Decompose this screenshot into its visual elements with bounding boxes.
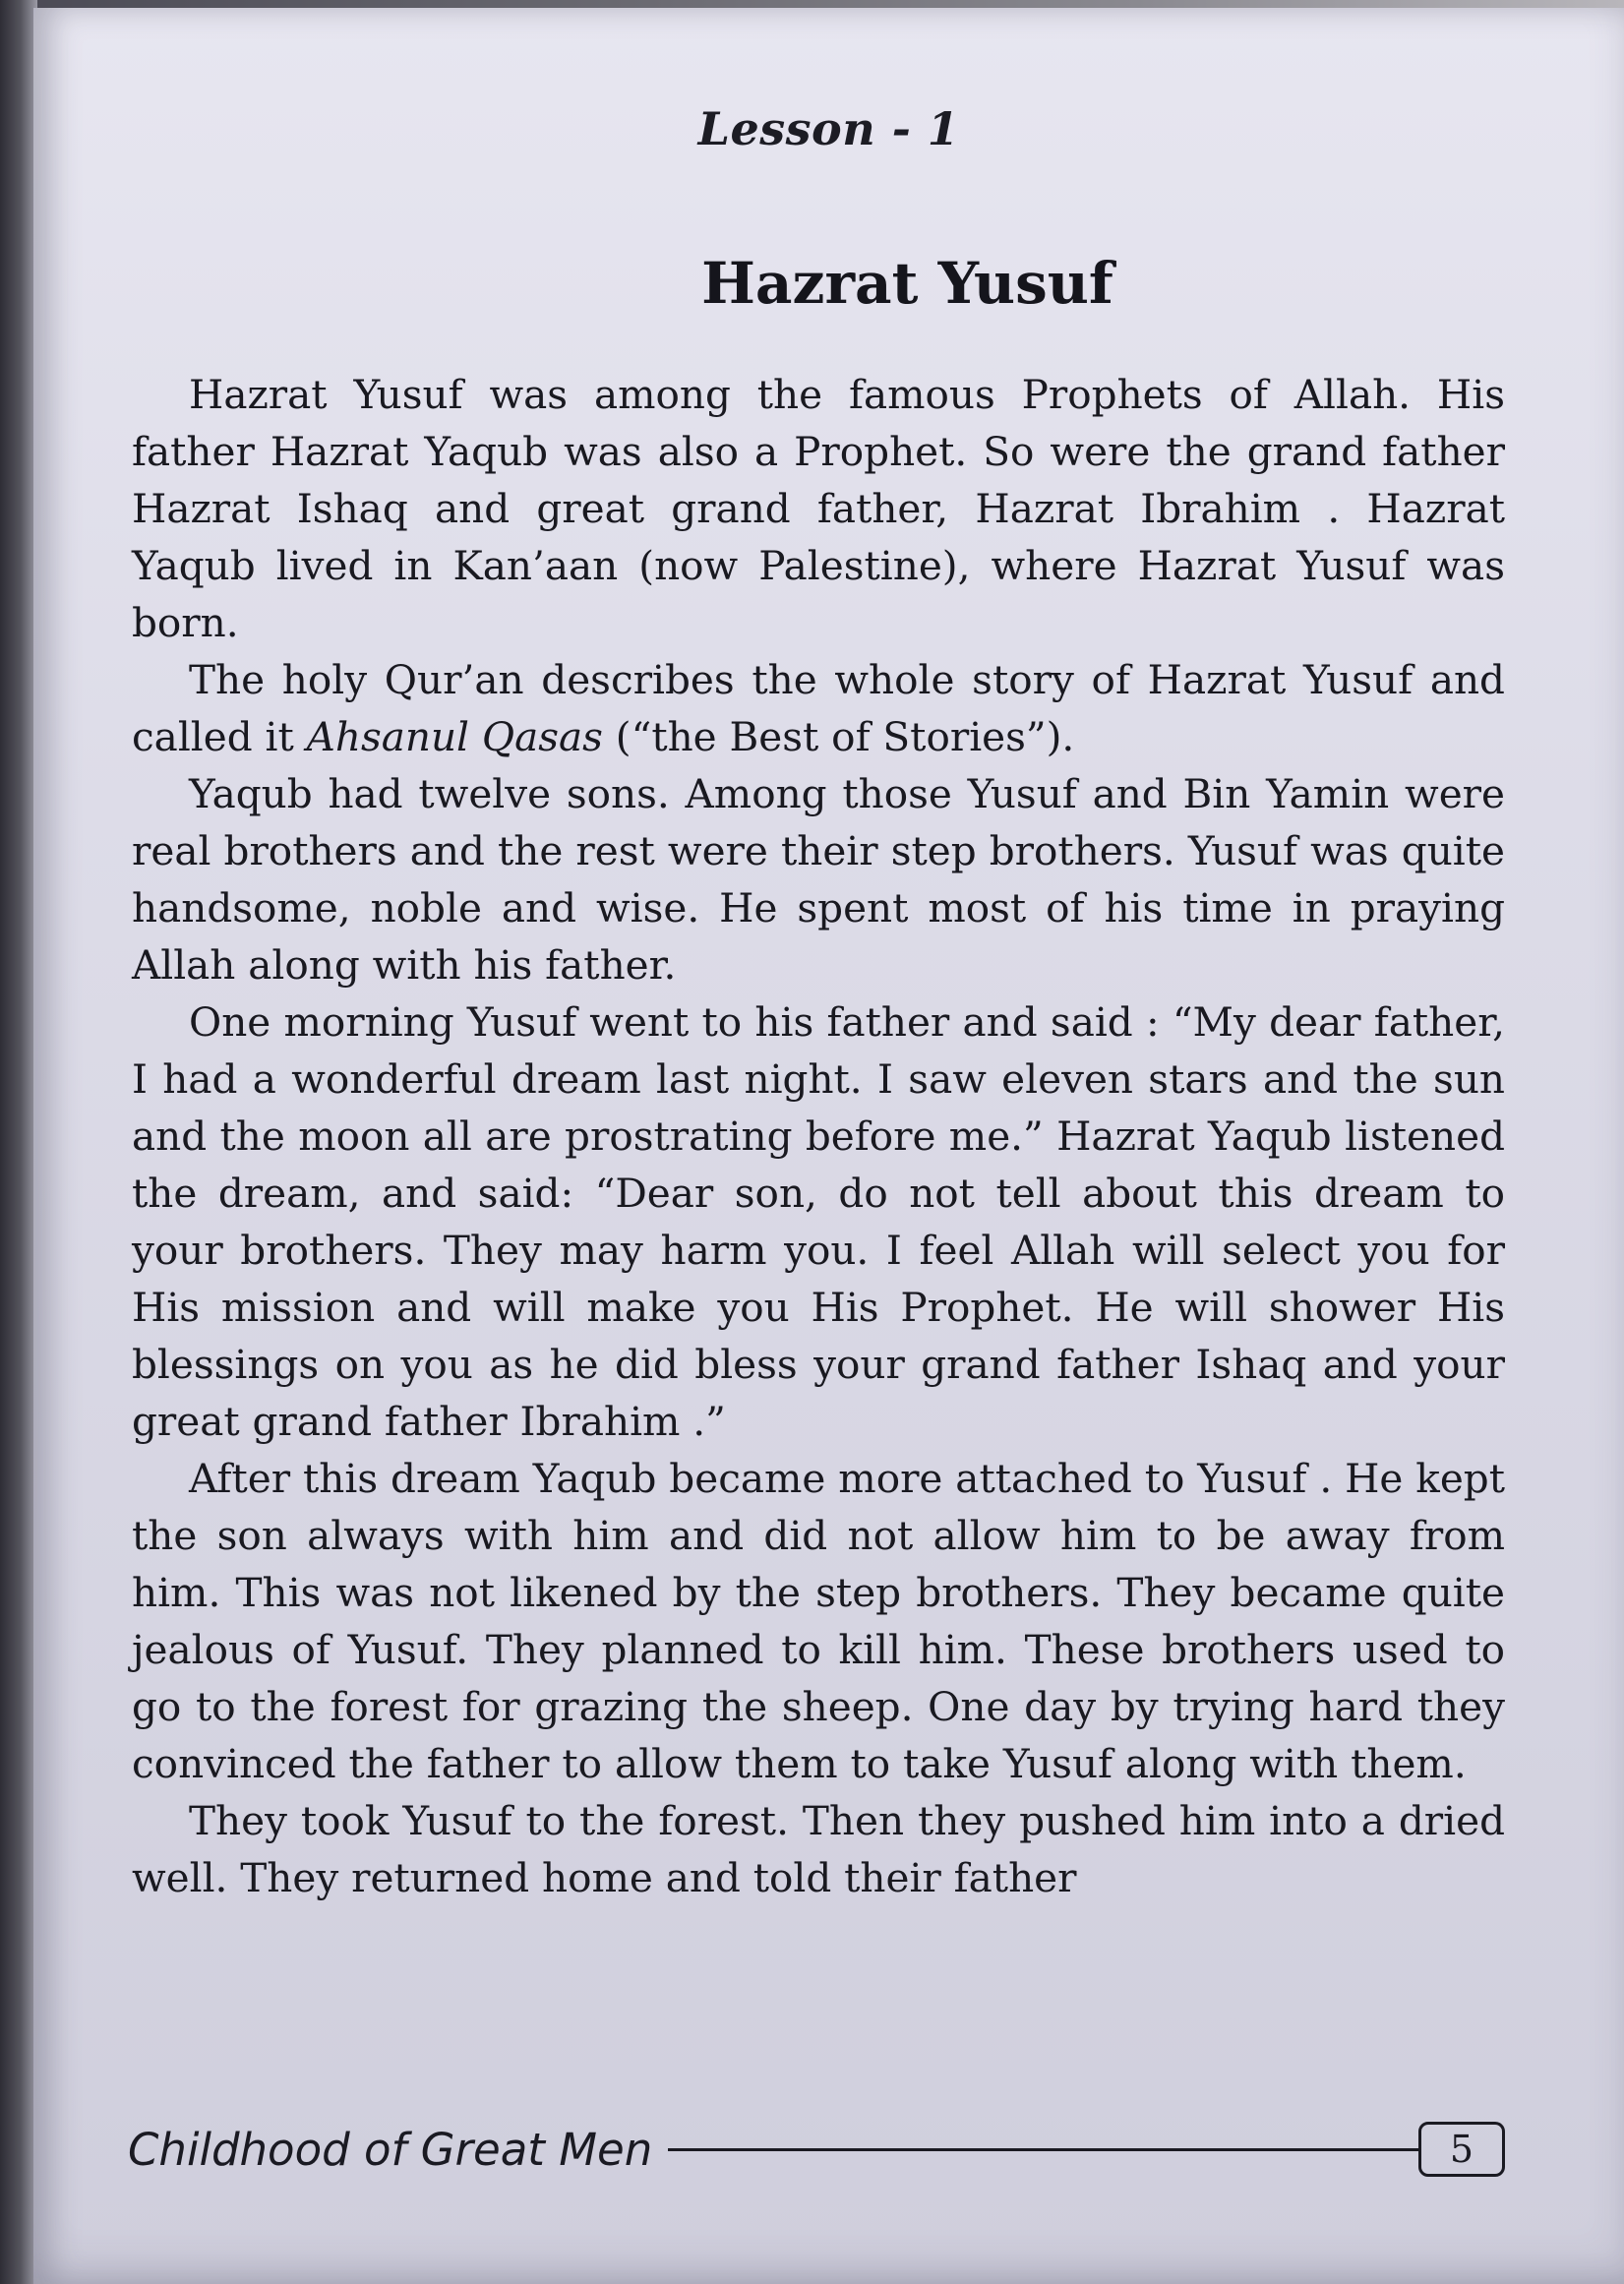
lesson-heading: Lesson - 1	[697, 102, 960, 155]
footer-divider	[668, 2148, 1418, 2151]
paragraph-3: Yaqub had twelve sons. Among those Yusuf and Bin Yamin were real brothers and the rest were their step brothers. Yusuf was quite handsome, noble and wise. He spent most of his time in praying Allah along with his father.	[132, 770, 1505, 989]
chapter-title: Hazrat Yusuf	[701, 250, 1113, 317]
book-title-italic: Ahsanul Qasas	[306, 713, 603, 760]
page-number: 5	[1418, 2122, 1505, 2177]
paragraph-2	[132, 651, 1505, 765]
paragraph-1: Hazrat Yusuf was among the famous Prophets of Allah. His father Hazrat Yaqub was also a Prophet. So were the grand father Hazrat Ishaq and great grand father, Hazrat Ibrahim . Hazrat Yaqub lived in Kan’aan (now Palestine), where Hazrat Yusuf was born.	[132, 371, 1505, 646]
paragraph-2-text-end: (“the Best of Stories”).	[602, 713, 1075, 760]
paragraph-2-text: The holy Qur’an describes the whole story of Hazrat Yusuf and called it	[132, 656, 1505, 760]
paragraph-6: They took Yusuf to the forest. Then they pushed him into a dried well. They returned home and told their father	[132, 1797, 1505, 1901]
book-page	[33, 8, 1624, 2284]
paragraph-5: After this dream Yaqub became more attached to Yusuf . He kept the son always with him and did not allow him to be away from him. This was not likened by the step brothers. They became quite jealous of Yusuf. They planned to kill him. These brothers used to go to the forest for grazing the sheep. One day by trying hard they convinced the father to allow them to take Yusuf along with them.	[132, 1455, 1505, 1787]
footer-book-title: Childhood of Great Men	[128, 2123, 653, 2176]
paragraph-4: One morning Yusuf went to his father and said : “My dear father, I had a wonderful dream last night. I saw eleven stars and the sun and the moon all are prostrating before me.” Hazrat Yaqub listened the dream, and said: “Dear son, do not tell about this dream to your brothers. They may harm you. I feel Allah will select you for His mission and will make you His Prophet. He will shower His blessings on you as he did bless your grand father Ishaq and your great grand father Ibrahim .”	[132, 998, 1505, 1445]
body-text	[132, 366, 1505, 1906]
page-content	[33, 8, 1624, 2284]
book-binding-edge	[0, 0, 37, 2284]
page-footer	[128, 2115, 1505, 2184]
